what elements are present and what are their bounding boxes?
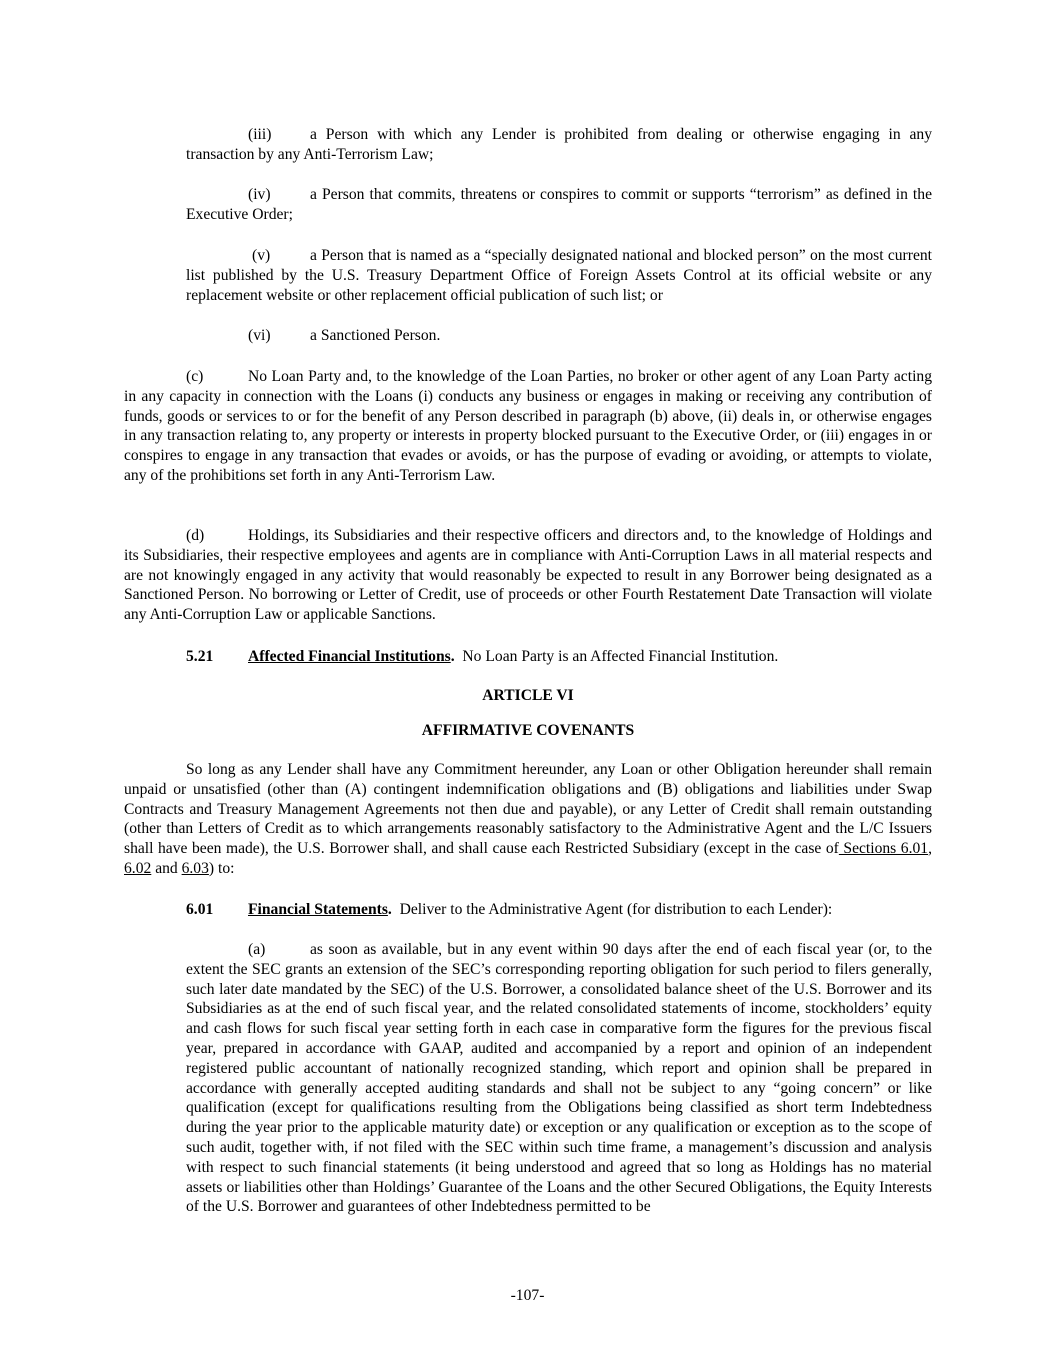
clause-b-v <box>186 246 932 305</box>
paragraph-c <box>124 367 932 486</box>
clause-text: a Person with which any Lender is prohibited from dealing or otherwise engaging in any transaction by any Anti-Terrorism Law; <box>186 126 932 163</box>
section-text: Deliver to the Administrative Agent (for distribution to each Lender): <box>399 901 833 918</box>
intro-separator: , <box>928 840 932 858</box>
section-ref-link[interactable]: 6.02 <box>124 859 152 877</box>
paragraph-text: as soon as available, but in any event within 90 days after the end of each fiscal year (or, to the extent the SEC grants an extension of the SEC’s corresponding reporting obligation for such period to filers generally, such later date mandated by the SEC) of the U.S. Borrower, a consolidated balance sheet of the U.S. Borrower and its Subsidiaries as at the end of such fiscal year, and the related consolidated statements of income, stockholders’ equity and cash flows for such fiscal year setting forth in each case in comparative form the figures for the previous fiscal year, prepared in accordance with GAAP, audited and accompanied by a report and opinion of an independent registered public accountant of nationally recognized standing, which report and opinion shall be prepared in accordance with generally accepted auditing standards and shall not be subject to any “going concern” or like qualification (except for qualifications resulting from the Obligations being classified as short term Indebtedness during the year prior to the applicable maturity date) or exception or any qualification or exception as to the scope of such audit, together with, if not filed with the SEC within such time frame, a management’s discussion and analysis with respect to such financial statements (it being understood and agreed that so long as Holdings has no material assets or liabilities other than Holdings’ Guarantee of the Loans and the other Secured Obligations, the Equity Interests of the U.S. Borrower and guarantees of other Indebtedness permitted to be <box>186 941 932 1216</box>
clause-label: (v) <box>252 247 271 264</box>
paragraph-text: Holdings, its Subsidiaries and their respective officers and directors and, to the knowledge of Holdings and its Subsidiaries, their respective employees and agents are in compliance with Anti-Corruption Laws in all material respects and are not knowingly engaged in any activity that would reasonably be expected to result in any Borrower being designated as a Sanctioned Person. No borrowing or Letter of Credit, use of proceeds or other Fourth Restatement Date Transaction will violate any Anti-Corruption Law or applicable Sanctions. <box>124 527 932 624</box>
intro-tail: ) to: <box>208 859 235 877</box>
paragraph-d <box>124 526 932 625</box>
clause-text: a Sanctioned Person. <box>310 327 441 344</box>
section-ref-link[interactable]: Sections 6.01 <box>838 840 929 858</box>
clause-b-vi <box>186 326 932 346</box>
page-number: -107- <box>510 1287 545 1304</box>
section-number: 6.01 <box>186 901 214 918</box>
section-number: 5.21 <box>186 648 214 665</box>
clause-text: a Person that commits, threatens or conspires to commit or supports “terrorism” as defined in the Executive Order; <box>186 186 932 223</box>
paragraph-a <box>186 940 932 1217</box>
clause-label: (vi) <box>248 327 271 344</box>
section-ref-link[interactable]: 6.03 <box>181 859 209 877</box>
article-subtitle: AFFIRMATIVE COVENANTS <box>421 722 635 739</box>
paragraph-label: (a) <box>248 941 266 958</box>
clause-text: a Person that is named as a “specially designated national and blocked person” on the most current list published by the U.S. Treasury Department Office of Foreign Assets Control at its official website or any replacement website or other replacement official publication of such list; or <box>186 247 932 304</box>
intro-separator: and <box>151 859 182 877</box>
paragraph-text: No Loan Party and, to the knowledge of the Loan Parties, no broker or other agent of any Loan Party acting in any capacity in connection with the Loans (i) conducts any business or engages in making or receiving any contribution of funds, goods or services to or for the benefit of any Person described in paragraph (b) above, (ii) deals in, or otherwise engages in any transaction relating to, any property or interests in property blocked pursuant to the Executive Order, or (iii) engages in or conspires to engage in any transaction that evades or avoids, or has the purpose of evading or avoiding, or attempts to violate, any of the prohibitions set forth in any Anti-Terrorism Law. <box>124 368 932 484</box>
section-5-21: 5.21 Affected Financial Institutions. No Loan Party is an Affected Financial Institution. <box>186 648 779 665</box>
clause-b-iii <box>186 125 932 165</box>
section-text: No Loan Party is an Affected Financial Institution. <box>462 648 779 665</box>
article-intro <box>124 760 932 879</box>
section-heading: Affected Financial Institutions <box>248 648 451 665</box>
clause-b-iv <box>186 185 932 225</box>
article-title: ARTICLE VI <box>482 687 574 704</box>
intro-text: So long as any Lender shall have any Commitment hereunder, any Loan or other Obligation hereunder shall remain unpaid or unsatisfied (other than (A) contingent indemnification obligations and (B) obligations and liabilities under Swap Contracts and Treasury Management Agreements not then due and payable), or any Letter of Credit shall remain outstanding (other than Letters of Credit as to which arrangements reasonably satisfactory to the Administrative Agent and the L/C Issuers shall have been made), the U.S. Borrower shall, and shall cause each Restricted Subsidiary (except in the case of <box>124 761 932 858</box>
clause-label: (iv) <box>248 186 271 203</box>
clause-label: (iii) <box>248 126 272 143</box>
paragraph-label: (c) <box>186 368 204 385</box>
paragraph-label: (d) <box>186 527 205 544</box>
section-6-01: 6.01 Financial Statements. Deliver to the Administrative Agent (for distribution to each Lender): <box>186 901 833 918</box>
section-heading: Financial Statements <box>248 901 388 918</box>
